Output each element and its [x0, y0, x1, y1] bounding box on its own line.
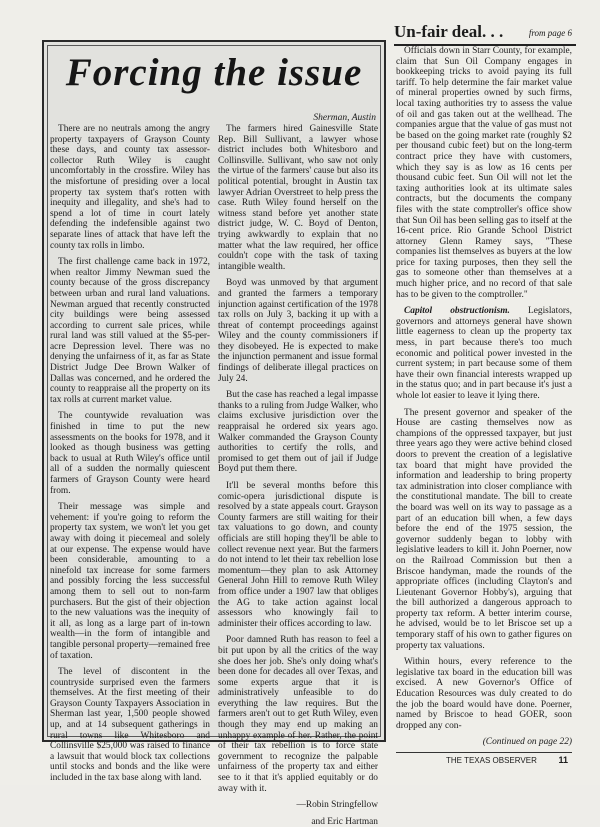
paragraph: The present governor and speaker of the House are casting themselves now as champions of the oppressed taxpayer, but just three years ago they were active behind closed doors to prevent the creation of a legislative tax board that might have provided the information and leadership to bring property tax administration into closer compliance with the constitutional mandate. The bill to create the board was well on its way to passage as a part of an education bill when, a few days before the end of the 1975 session, the governor suddenly began to lobby with legislative leaders to kill it. John Poerner, now on the Railroad Commission but then a Briscoe handyman, made the rounds of the appropriate offices (including Clayton's and Lieutenant Governor Hobby's), arguing that the bill authorized a dangerous approach to property tax reform. A better interim course, he advised, would be to let Briscoe set up a temporary staff of his own to gather figures on property tax valuations. — [396, 407, 572, 651]
paragraph: Officials down in Starr County, for example, claim that Sun Oil Company engages in bookkeeping tricks to avoid paying its full tariff. To help determine the fair market value of mineral properties owned by such firms, local taxing authorities try to assess the value of oil and gas taken out at the wellhead. The companies argue that the value of gas must not be based on the going market rate (roughly $2 per thousand cubic feet) but on the long-term contract price they have with customers, which they say is as low as 16 cents per thousand cubic feet. Sun Oil will not let the taxing authorities look at its ultimate sales contracts, but the documents the company files with the state comptroller's office show that Sun Oil has been selling gas to itself at the 16-cent price. Rio Grande School District attorney Glenn Ramey says, "These companies list themselves as buyers at the low price for taxing purposes, then they sell the gas to someone other than themselves at a much higher price, and no record of that sale has to be given to the comptroller." — [396, 46, 573, 300]
page-number: 11 — [558, 755, 568, 765]
paragraph: Their message was simple and vehement: if you're going to reform the property tax system, we won't let you get away with doing it piecemeal and solely at our expense. The expense would have been considerable, amounting to a ninefold tax increase for some farmers and possibly forcing the less successful among them to sell out to non-farm purchasers. But the gist of their objection to the new valuations was the inequity of it all, as long as a large part of in-town wealth—in the form of intangible and tangible personal property—remained free of taxation. — [50, 502, 210, 661]
paragraph: Poor damned Ruth has reason to feel a bit put upon by all the critics of the way she does her job. She's only doing what's been done for decades all over Texas, and some experts argue that it is administratively unfeasible to do everything the law requires. But the farmers aren't out to get Ruth Wiley, even though they may end up making an unhappy example of her. Rather, the point of their tax rebellion is to force state government to recognize the palpable unfairness of the property tax and either see to it that it's applied equitably or do away with it. — [218, 635, 378, 794]
author-signature: —Robin Stringfellow — [296, 800, 378, 811]
paragraph-text: Legislators, governors and attorneys general have shown little eagerness to clean up the property tax mess, in part because there's too much economic and political power invested in the current system; in part because some of them have their own financial interests wrapped up in the status quo; and in part because it's just a whole lot easier to leave it lying there. — [396, 306, 572, 401]
sidebar-from-page: from page 6 — [528, 28, 572, 38]
paragraph: But the case has reached a legal impasse thanks to a ruling from Judge Walker, who claims exclusive jurisdiction over the reappraisal he ordered six years ago. Walker commanded the Grayson County authorities to certify the rolls, and promised to get them out of jail if Judge Boyd put them there. — [218, 390, 378, 475]
article-byline: Sherman, Austin — [313, 113, 376, 123]
sidebar-column — [396, 46, 573, 748]
paragraph: Within hours, every reference to the legislative tax board in the education bill was excised. A new Governor's Office of Education Resources was duly created to do the job the board would have done. Poerner, named by Briscoe to head GOER, soon dropped any con- — [396, 657, 572, 731]
paragraph: There are no neutrals among the angry property taxpayers of Grayson County these days, and county tax assessor-collector Ruth Wiley is caught uncomfortably in the crossfire. Wiley has the misfortune of presiding over a local property tax system that's rotten with inequity and illegality, and she's had to spend a lot of time in court lately defending the indefensible against two separate lines of attack that have left the county tax rolls in limbo. — [50, 124, 210, 251]
page-footer — [396, 752, 572, 765]
lead-in: Capitol obstructionism. — [404, 306, 510, 317]
sidebar-header — [394, 22, 576, 46]
article-column-1 — [50, 124, 210, 784]
paragraph: The farmers hired Gainesville State Rep. Bill Sullivant, a lawyer whose district includes both Whitesboro and Collinsville. Sullivant, who saw not only the virtue of the farmers' cause but also its political potential, brought in Austin tax lawyer Adrian Overstreet to help press the case. Ruth Wiley found herself on the witness stand before yet another state district judge, W. C. Boyd of Denton, trying awkwardly to explain that no matter what the law required, her office couldn't cope with the task of taxing intangible wealth. — [218, 124, 378, 272]
paragraph: The first challenge came back in 1972, when realtor Jimmy Newman sued the county because of the gross discrepancy between urban and rural land valuations. Newman argued that recently constructed city buildings were being assessed according to current sale prices, while rural land was still valued at the $5-per-acre Depression level. There was no denying the unfairness of it, as far as State District Judge Dee Brown Walker of Dallas was concerned, and he ordered the county to reappraise all the property on its tax rolls at current market value. — [50, 257, 210, 405]
article-column-2 — [218, 124, 378, 827]
paragraph — [396, 306, 572, 401]
sidebar-title: Un-fair deal. . . — [394, 22, 504, 41]
author-signature-2: and Eric Hartman — [311, 816, 378, 827]
article-headline: Forcing the issue — [65, 51, 363, 94]
continued-note: (Continued on page 22) — [482, 737, 572, 748]
publication-name: THE TEXAS OBSERVER — [446, 756, 537, 765]
paragraph: Boyd was unmoved by that argument and granted the farmers a temporary injunction against certification of the 1978 tax rolls on July 3, backing it up with a threat of contempt proceedings against Wiley and the county commissioners if they disobeyed. He is expected to make the injunction permanent and issue formal findings of deliberate illegal practices on July 24. — [218, 278, 378, 384]
paragraph: The countywide revaluation was finished in time to put the new assessments on the books for 1978, and it looked as though business was getting back to usual at Ruth Wiley's office until all of a sudden the normally quiescent farmers of Grayson County were heard from. — [50, 411, 210, 496]
paragraph: It'll be several months before this comic-opera jurisdictional dispute is resolved by a state appeals court. Grayson County farmers are still waiting for their tax valuations to go down, and county officials are still hoping they'll be able to collect revenue next year. But the farmers do not intend to let their tax rebellion lose momentum—they plan to ask Attorney General John Hill to remove Ruth Wiley from office under a 1907 law that obliges the AG to take action against local assessors who knowingly fail to administer their offices according to law. — [218, 481, 378, 629]
paragraph: The level of discontent in the countryside surprised even the farmers themselves. At the first meeting of their Grayson County Taxpayers Association in Sherman last year, 1,500 people showed up, and at 14 subsequent gatherings in rural towns like Whitesboro and Collinsville $25,000 was raised to finance a lawsuit that would block tax collections until stocks and bonds and the like were included in the tax base along with land. — [50, 667, 210, 784]
